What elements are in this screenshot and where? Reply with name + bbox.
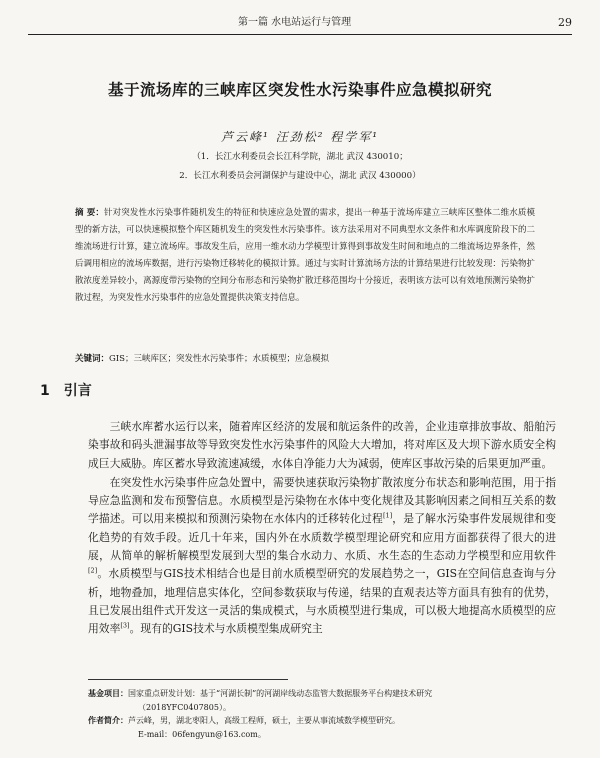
- body-paragraph-2-part-b: ，是了解水污染事件发展规律和变化趋势的有效手段。近几十年来，国内外在水质数学模型理论研究和应用方面都获得了很大的进展，从简单的解析解模型发展到大型的集合水动力、水质、水生态的生态动力学模型和应用软件: [88, 512, 557, 563]
- running-head-section: 第一篇 水电站运行与管理: [238, 17, 352, 28]
- fund-label: 基金项目：: [88, 688, 128, 698]
- body-text: [88, 418, 556, 639]
- fund-code: （2018YFC0407805）。: [138, 702, 231, 712]
- author-list: 芦云峰¹ 汪劲松² 程学军¹: [220, 130, 380, 144]
- page-number: 29: [558, 16, 572, 29]
- keywords-label: 关键词：: [75, 354, 110, 364]
- body-paragraph-2-part-c: 。水质模型与GIS技术相结合也是目前水质模型研究的发展趋势之一，GIS在空间信息查询与分析，地物叠加，地理信息实体化，空间参数获取与传递，结果的直观表达等方面具有独有的优势，且已发展出组件式开发这一灵活的集成模式，与水质模型进行集成，可以极大地提高水质模型的应用效率: [88, 567, 556, 636]
- abstract-label: 摘 要：: [75, 208, 104, 218]
- author-note: [88, 714, 556, 728]
- keywords: [75, 353, 535, 366]
- section-title: 引言: [63, 383, 92, 399]
- author-email[interactable]: E-mail：06fengyun@163.com。: [138, 729, 266, 739]
- section-heading: [40, 380, 92, 400]
- abstract: [75, 205, 535, 307]
- body-paragraph-2: [88, 474, 556, 639]
- fund-text: 国家重点研发计划：基于“河湖长制”的河湖岸线动态监管大数据服务平台构建技术研究: [128, 689, 433, 698]
- affiliation-1: （1．长江水利委员会长江科学院，湖北 武汉 430010；: [192, 152, 408, 162]
- body-paragraph-2-part-a: 在突发性水污染事件应急处置中，需要快速获取污染物扩散浓度分布状态和影响范围，用于指导应急监测和发布预警信息。水质模型是污染物在水体中变化规律及其影响因素之间相互关系的数学描述。可以用来模拟和预测污染物在水体内的迁移转化过程: [88, 475, 556, 526]
- citation-1[interactable]: [1]: [382, 511, 393, 520]
- body-paragraph-2-part-d: 。现有的GIS技术与水质模型集成研究主: [129, 622, 323, 636]
- footnotes: [88, 687, 556, 741]
- citation-3[interactable]: [3]: [120, 621, 130, 630]
- abstract-text: 针对突发性水污染事件随机发生的特征和快速应急处置的需求，提出一种基于流场库建立三峡库区整体二维水质模型的新方法，可以快速模拟整个库区随机发生的突发性水污染事件。该方法采用对不同典型水文条件和水库调度阶段下的二维流场进行计算，建立流场库。事故发生后，应用一维水动力学模型计算得到事故发生时间和地点的二维流场边界条件，然后调用相应的流场库数据，进行污染物迁移转化的模拟计算。通过与实时计算流场方法的计算结果进行比较发现：污染物扩散浓度差异较小，离源度带污染物的空间分布形态和污染物扩散迁移范围均十分接近，表明该方法可以有效地预测污染物扩散过程，为突发性水污染事件的应急处置提供决策支持信息。: [75, 208, 535, 303]
- author-bio-text: 芦云峰，男，湖北枣阳人，高级工程师，硕士，主要从事流域数学模型研究。: [128, 716, 400, 725]
- affiliation-2: 2．长江水利委员会河湖保护与建设中心，湖北 武汉 430000）: [179, 171, 421, 181]
- author-bio-label: 作者简介：: [88, 715, 128, 725]
- keywords-text: GIS；三峡库区；突发性水污染事件；水质模型；应急模拟: [109, 354, 329, 364]
- running-head: [28, 14, 572, 32]
- paper-title: 基于流场库的三峡库区突发性水污染事件应急模拟研究: [107, 81, 492, 99]
- citation-2[interactable]: [2]: [88, 566, 98, 575]
- fund-note: [88, 687, 556, 701]
- section-number: 1: [40, 383, 50, 399]
- body-paragraph-1: 三峡水库蓄水运行以来，随着库区经济的发展和航运条件的改善，企业违章排放事故、船舶污染事故和码头泄漏事故等导致突发性水污染事件的风险大大增加，将对库区及大坝下游水质安全构成巨大威胁。库区蓄水导致流速减缓，水体自净能力大为减弱，使库区事故污染的后果更加严重。: [88, 420, 556, 470]
- header-rule: [28, 34, 572, 35]
- footnote-rule: [88, 679, 288, 680]
